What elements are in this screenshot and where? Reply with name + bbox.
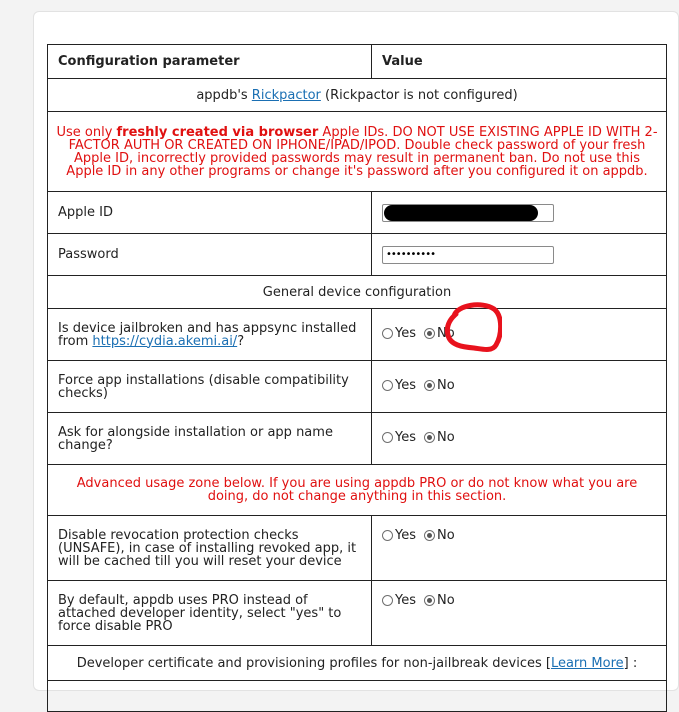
- general-section-heading: General device configuration: [48, 276, 667, 309]
- developer-cell: [48, 646, 667, 681]
- warning-post: Apple IDs. DO NOT USE EXISTING APPLE ID WITH 2-FACTOR AUTH OR CREATED ON IPHONE/IPAD/IPOD. Double check password of your fresh Apple ID, incorrectly provided passwords may result in permanent ban. Do not use this Apple ID in any other programs or change it's password after you configured it on appdb.: [66, 124, 658, 179]
- rickpactor-suffix: (Rickpactor is not configured): [320, 87, 518, 103]
- jailbroken-row: [48, 309, 667, 361]
- revocation-label: Disable revocation protection checks (UNSAFE), in case of installing revoked app, it will be cached till you will reset your device: [48, 516, 372, 581]
- apple-id-label: Apple ID: [48, 192, 372, 234]
- jailbroken-no-label: No: [437, 326, 455, 341]
- warning-bold: freshly created via browser: [116, 124, 319, 140]
- pro-yes-label: Yes: [395, 593, 416, 608]
- rickpactor-link[interactable]: Rickpactor: [251, 87, 321, 103]
- pro-label: By default, appdb uses PRO instead of attached developer identity, select "yes" to force disable PRO: [48, 581, 372, 646]
- header-value: Value: [372, 45, 667, 79]
- revocation-no-label: No: [437, 528, 455, 543]
- general-section-row: [48, 276, 667, 309]
- warning-row: [48, 112, 667, 192]
- force-install-options: [372, 361, 667, 413]
- revocation-options: [372, 516, 667, 581]
- revocation-no-radio[interactable]: [424, 530, 435, 541]
- force-install-row: [48, 361, 667, 413]
- jailbroken-options: [372, 309, 667, 361]
- password-row: [48, 234, 667, 276]
- force-install-yes-label: Yes: [395, 378, 416, 393]
- jailbroken-label-pre: Is device jailbroken and has appsync installed from: [58, 320, 357, 349]
- password-cell: [372, 234, 667, 276]
- apple-id-cell: [372, 192, 667, 234]
- alongside-no-radio[interactable]: [424, 432, 435, 443]
- alongside-yes-radio[interactable]: [382, 432, 393, 443]
- revocation-row: [48, 516, 667, 581]
- settings-card: [33, 11, 679, 691]
- pro-no-label: No: [437, 593, 455, 608]
- pro-row: [48, 581, 667, 646]
- force-install-yes-radio[interactable]: [382, 380, 393, 391]
- jailbroken-yes-label: Yes: [395, 326, 416, 341]
- revocation-yes-radio[interactable]: [382, 530, 393, 541]
- revocation-yes-label: Yes: [395, 528, 416, 543]
- alongside-row: [48, 413, 667, 465]
- developer-row: [48, 646, 667, 681]
- warning-pre: Use only: [56, 124, 117, 140]
- advanced-warning: Advanced usage zone below. If you are using appdb PRO or do not know what you are doing, do not change anything in this section.: [48, 465, 667, 516]
- advanced-warning-row: [48, 465, 667, 516]
- next-cell: [48, 681, 667, 712]
- header-param: Configuration parameter: [48, 45, 372, 79]
- pro-options: [372, 581, 667, 646]
- cydia-link[interactable]: https://cydia.akemi.ai/: [92, 333, 238, 349]
- rickpactor-prefix: appdb's: [196, 87, 252, 103]
- force-install-no-radio[interactable]: [424, 380, 435, 391]
- alongside-no-label: No: [437, 430, 455, 445]
- jailbroken-yes-radio[interactable]: [382, 328, 393, 339]
- redaction-mask: [384, 205, 538, 221]
- password-label: Password: [48, 234, 372, 276]
- alongside-label: Ask for alongside installation or app name change?: [48, 413, 372, 465]
- password-input[interactable]: [382, 246, 554, 264]
- jailbroken-label-post: ?: [237, 333, 245, 349]
- apple-id-warning: [48, 112, 667, 192]
- developer-text: Developer certificate and provisioning profiles for non-jailbreak devices: [76, 655, 546, 671]
- alongside-yes-label: Yes: [395, 430, 416, 445]
- developer-bracket-close: ] :: [623, 655, 638, 671]
- force-install-no-label: No: [437, 378, 455, 393]
- configuration-table: [47, 44, 667, 712]
- alongside-options: [372, 413, 667, 465]
- rickpactor-cell: [48, 79, 667, 112]
- rickpactor-row: [48, 79, 667, 112]
- apple-id-row: [48, 192, 667, 234]
- force-install-label: Force app installations (disable compatibility checks): [48, 361, 372, 413]
- jailbroken-no-radio[interactable]: [424, 328, 435, 339]
- pro-yes-radio[interactable]: [382, 595, 393, 606]
- table-header-row: [48, 45, 667, 79]
- pro-no-radio[interactable]: [424, 595, 435, 606]
- next-row: [48, 681, 667, 712]
- developer-bracket-open: [: [545, 655, 551, 671]
- learn-more-link[interactable]: Learn More: [550, 655, 624, 671]
- jailbroken-label: [48, 309, 372, 361]
